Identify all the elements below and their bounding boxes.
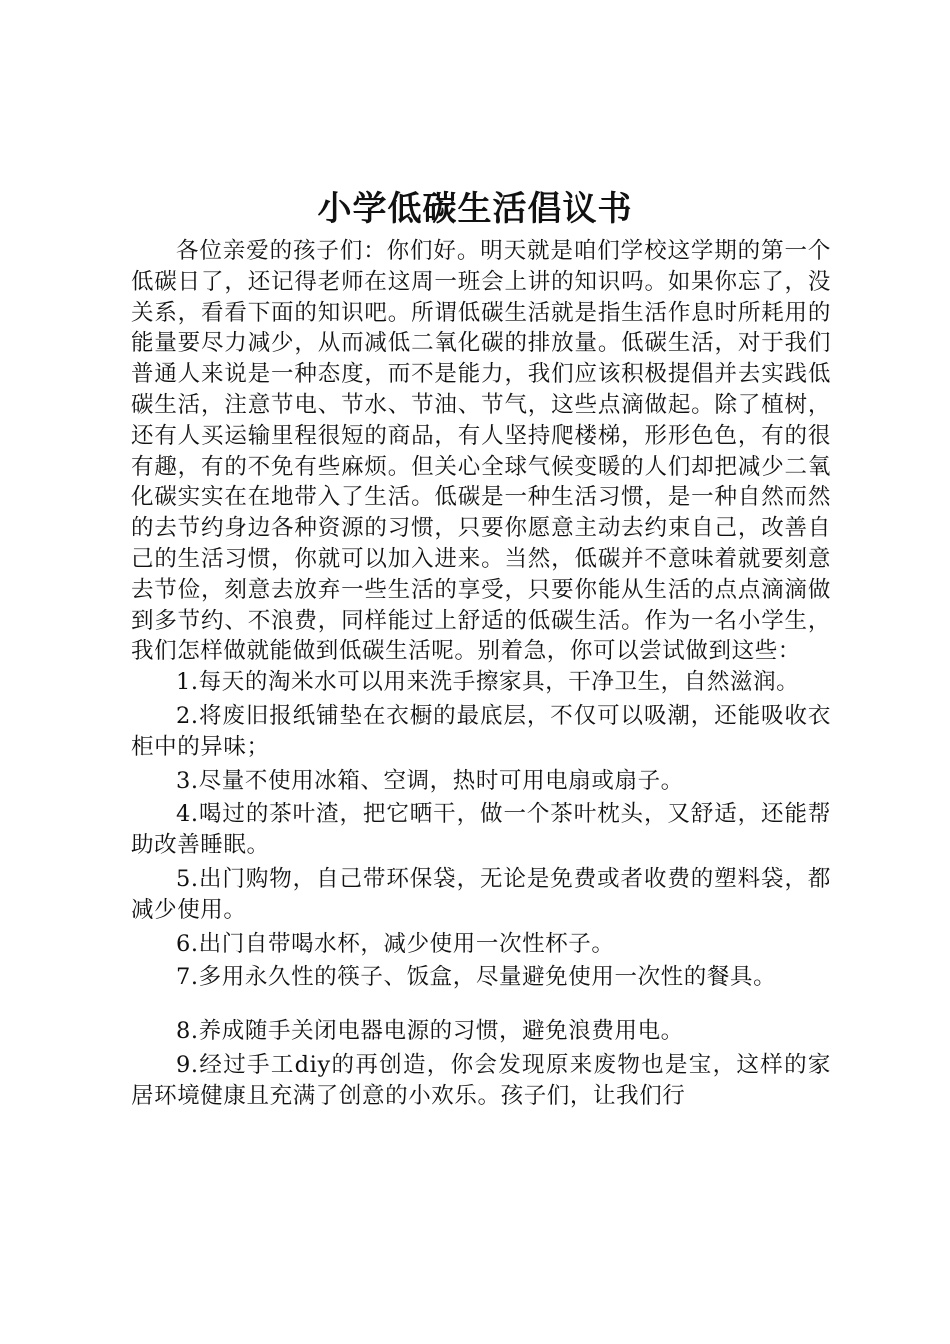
list-item-7: 7.多用永久性的筷子、饭盒，尽量避免使用一次性的餐具。 bbox=[176, 964, 777, 991]
list-item-5: 5.出门购物，自己带环保袋，无论是免费或者收费的塑料袋，都减少使用。 bbox=[131, 865, 831, 923]
list-item-2: 2.将废旧报纸铺垫在衣橱的最底层，不仅可以吸潮，还能吸收衣柜中的异味； bbox=[131, 702, 831, 760]
list-item-4: 4.喝过的茶叶渣，把它晒干，做一个茶叶枕头，又舒适，还能帮助改善睡眠。 bbox=[131, 801, 831, 859]
list-item-8: 8.养成随手关闭电器电源的习惯，避免浪费用电。 bbox=[176, 1018, 684, 1045]
list-item-9: 9.经过手工diy的再创造，你会发现原来废物也是宝，这样的家居环境健康且充满了创意的小欢乐。孩子们，让我们行 bbox=[131, 1051, 831, 1109]
intro-paragraph: 各位亲爱的孩子们：你们好。明天就是咱们学校这学期的第一个低碳日了，还记得老师在这周一班会上讲的知识吗。如果你忘了，没关系，看看下面的知识吧。所谓低碳生活就是指生活作息时所耗用的能量要尽力减少，从而减低二氧化碳的排放量。低碳生活，对于我们普通人来说是一种态度，而不是能力，我们应该积极提倡并去实践低碳生活，注意节电、节水、节油、节气，这些点滴做起。除了植树，还有人买运输里程很短的商品，有人坚持爬楼梯，形形色色，有的很有趣，有的不免有些麻烦。但关心全球气候变暖的人们却把减少二氧化碳实实在在地带入了生活。低碳是一种生活习惯，是一种自然而然的去节约身边各种资源的习惯，只要你愿意主动去约束自己，改善自己的生活习惯，你就可以加入进来。当然，低碳并不意味着就要刻意去节俭，刻意去放弃一些生活的享受，只要你能从生活的点点滴滴做到多节约、不浪费，同样能过上舒适的低碳生活。作为一名小学生，我们怎样做就能做到低碳生活呢。别着急，你可以尝试做到这些： bbox=[131, 238, 831, 665]
list-item-3: 3.尽量不使用冰箱、空调，热时可用电扇或扇子。 bbox=[176, 767, 684, 794]
list-item-1: 1.每天的淘米水可以用来洗手擦家具，干净卫生，自然滋润。 bbox=[176, 669, 800, 696]
paragraph-gap bbox=[131, 996, 831, 1016]
document-title: 小学低碳生活倡议书 bbox=[317, 189, 633, 229]
document-body bbox=[131, 236, 831, 1115]
list-item-6: 6.出门自带喝水杯，减少使用一次性杯子。 bbox=[176, 930, 615, 957]
